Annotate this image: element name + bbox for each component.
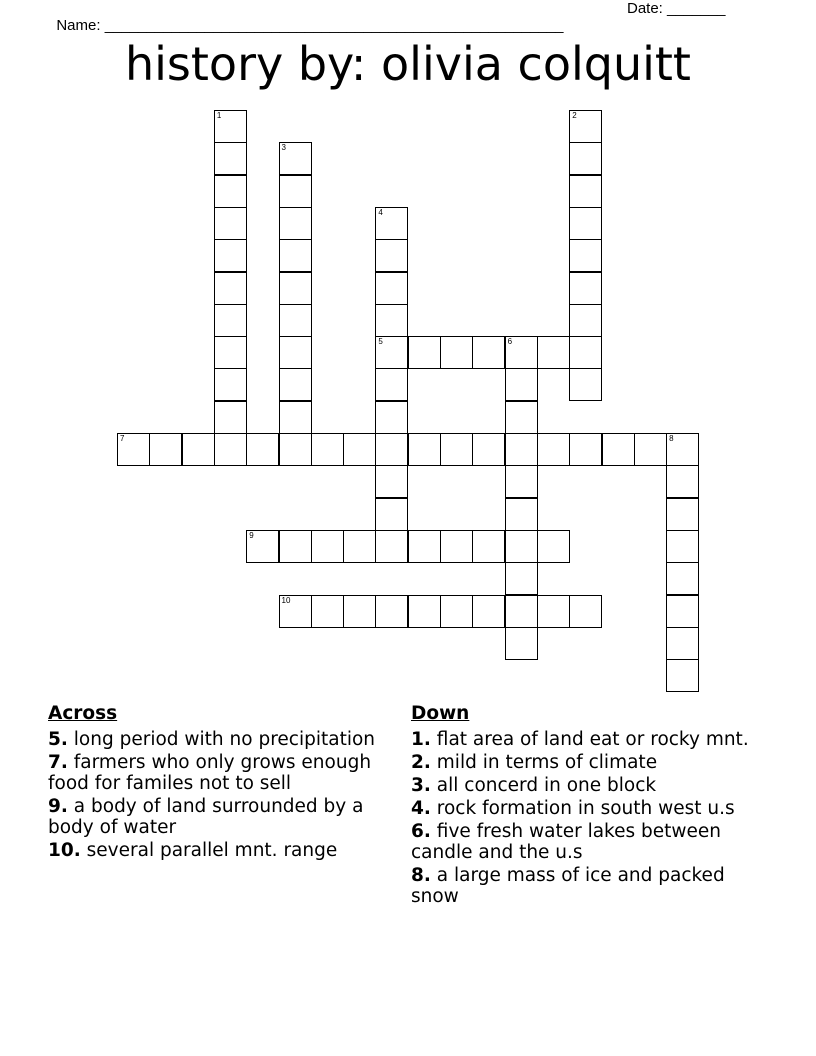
grid-cell[interactable]	[472, 530, 505, 563]
clue-text: flat area of land eat or rocky mnt.	[430, 729, 749, 750]
clue-number: 9	[249, 530, 254, 540]
grid-cell[interactable]	[505, 368, 538, 401]
clue-number: 3.	[411, 775, 431, 796]
down-clue	[411, 821, 756, 863]
grid-cell[interactable]	[375, 272, 408, 305]
grid-cell[interactable]	[569, 433, 602, 466]
down-clue	[411, 865, 756, 907]
grid-cell[interactable]	[214, 239, 247, 272]
grid-cell[interactable]	[472, 433, 505, 466]
grid-cell[interactable]	[375, 530, 408, 563]
name-field[interactable]: Name: _______________________________________________________	[56, 17, 564, 34]
grid-cell[interactable]	[375, 595, 408, 628]
clue-text: farmers who only grows enough food for familes not to sell	[48, 752, 372, 794]
grid-cell[interactable]	[149, 433, 182, 466]
grid-cell[interactable]	[311, 595, 344, 628]
grid-cell[interactable]	[279, 239, 312, 272]
date-field[interactable]: Date: _______	[627, 0, 726, 17]
grid-cell[interactable]	[375, 207, 408, 240]
grid-cell[interactable]	[505, 595, 538, 628]
clue-number: 4.	[411, 798, 431, 819]
grid-cell[interactable]	[666, 530, 699, 563]
clue-number: 2.	[411, 752, 431, 773]
down-clue	[411, 775, 756, 796]
grid-cell[interactable]	[666, 433, 699, 466]
grid-cell[interactable]	[408, 433, 441, 466]
grid-cell[interactable]	[537, 595, 570, 628]
grid-cell[interactable]	[375, 239, 408, 272]
clue-number: 1.	[411, 729, 431, 750]
clue-number: 6.	[411, 821, 431, 842]
clue-number: 1	[216, 111, 222, 120]
down-clue	[411, 752, 756, 773]
grid-cell[interactable]	[279, 272, 312, 305]
clue-number: 2	[572, 111, 577, 120]
grid-cell[interactable]	[440, 336, 473, 369]
grid-cell[interactable]	[375, 465, 408, 498]
grid-cell[interactable]	[569, 142, 602, 175]
down-clue	[411, 798, 756, 819]
grid-cell[interactable]	[214, 401, 247, 434]
grid-cell[interactable]	[666, 627, 699, 660]
grid-cell[interactable]	[214, 336, 247, 369]
grid-cell[interactable]	[569, 272, 602, 305]
grid-cell[interactable]	[214, 175, 247, 208]
clue-text: several parallel mnt. range	[80, 840, 338, 861]
clue-number: 9.	[48, 796, 68, 817]
grid-cell[interactable]	[279, 207, 312, 240]
grid-cell[interactable]	[375, 336, 408, 369]
grid-cell[interactable]	[343, 433, 376, 466]
clue-number: 7	[120, 434, 125, 443]
clue-text: all concerd in one block	[430, 775, 657, 796]
clue-number: 10	[281, 595, 291, 605]
grid-cell[interactable]	[440, 433, 473, 466]
clue-number: 8.	[411, 865, 431, 886]
clue-number: 6	[507, 337, 513, 347]
grid-cell[interactable]	[537, 336, 570, 369]
grid-cell[interactable]	[505, 627, 538, 660]
down-heading: Down	[411, 703, 470, 724]
grid-cell[interactable]	[279, 368, 312, 401]
grid-cell[interactable]	[505, 498, 538, 531]
across-heading: Across	[48, 703, 118, 724]
clue-number: 5.	[48, 729, 68, 750]
clue-number: 5	[378, 337, 383, 347]
grid-cell[interactable]	[214, 272, 247, 305]
grid-cell[interactable]	[279, 530, 312, 563]
grid-cell[interactable]	[408, 336, 441, 369]
clue-number: 8	[669, 434, 674, 443]
grid-cell[interactable]	[569, 336, 602, 369]
grid-cell[interactable]	[279, 401, 312, 434]
grid-cell[interactable]	[537, 530, 570, 563]
grid-cell[interactable]	[440, 595, 473, 628]
grid-cell[interactable]	[666, 595, 699, 628]
grid-cell[interactable]	[311, 433, 344, 466]
grid-cell[interactable]	[505, 530, 538, 563]
grid-cell[interactable]	[279, 304, 312, 337]
grid-cell[interactable]	[666, 562, 699, 595]
grid-cell[interactable]	[537, 433, 570, 466]
down-clue-list	[411, 729, 756, 907]
grid-cell[interactable]	[311, 530, 344, 563]
grid-cell[interactable]	[505, 433, 538, 466]
grid-cell[interactable]	[214, 433, 247, 466]
grid-cell[interactable]	[375, 433, 408, 466]
grid-cell[interactable]	[279, 336, 312, 369]
grid-cell[interactable]	[569, 239, 602, 272]
grid-cell[interactable]	[472, 595, 505, 628]
grid-cell[interactable]	[246, 530, 279, 563]
grid-cell[interactable]	[472, 336, 505, 369]
grid-cell[interactable]	[602, 433, 635, 466]
grid-cell[interactable]	[214, 368, 247, 401]
grid-cell[interactable]	[569, 175, 602, 208]
grid-cell[interactable]	[375, 304, 408, 337]
grid-cell[interactable]	[182, 433, 215, 466]
grid-cell[interactable]	[214, 142, 247, 175]
clue-text: mild in terms of climate	[430, 752, 658, 773]
grid-cell[interactable]	[214, 207, 247, 240]
clue-text: long period with no precipitation	[67, 729, 376, 750]
grid-cell[interactable]	[505, 336, 538, 369]
grid-cell[interactable]	[343, 530, 376, 563]
across-clue	[48, 840, 393, 861]
grid-cell[interactable]	[408, 530, 441, 563]
down-clue	[411, 729, 756, 750]
grid-cell[interactable]	[408, 595, 441, 628]
across-clue	[48, 796, 393, 838]
across-clues	[48, 702, 393, 863]
grid-cell[interactable]	[117, 433, 150, 466]
grid-cell[interactable]	[666, 498, 699, 531]
grid-cell[interactable]	[279, 175, 312, 208]
clue-text: a body of land surrounded by a body of water	[48, 796, 364, 838]
grid-cell[interactable]	[666, 659, 699, 692]
grid-cell[interactable]	[505, 401, 538, 434]
clue-number: 10.	[48, 840, 81, 861]
grid-cell[interactable]	[569, 304, 602, 337]
clue-number: 3	[281, 143, 286, 153]
grid-cell[interactable]	[634, 433, 667, 466]
clue-number: 4	[378, 207, 383, 217]
grid-cell[interactable]	[505, 562, 538, 595]
grid-cell[interactable]	[214, 304, 247, 337]
grid-cell[interactable]	[569, 207, 602, 240]
grid-cell[interactable]	[375, 498, 408, 531]
header	[48, 0, 748, 34]
grid-cell[interactable]	[569, 595, 602, 628]
grid-cell[interactable]	[343, 595, 376, 628]
grid-cell[interactable]	[505, 465, 538, 498]
grid-cell[interactable]	[279, 142, 312, 175]
grid-cell[interactable]	[279, 595, 312, 628]
grid-cell[interactable]	[375, 368, 408, 401]
grid-cell[interactable]	[569, 368, 602, 401]
grid-cell[interactable]	[246, 433, 279, 466]
grid-cell[interactable]	[569, 110, 602, 143]
page-title: history by: olivia colquitt	[125, 37, 691, 91]
grid-cell[interactable]	[666, 465, 699, 498]
grid-cell[interactable]	[279, 433, 312, 466]
grid-cell[interactable]	[214, 110, 247, 143]
grid-cell[interactable]	[375, 401, 408, 434]
clue-text: rock formation in south west u.s	[430, 798, 735, 819]
clue-text: five fresh water lakes between candle and the u.s	[411, 821, 722, 863]
across-clue	[48, 752, 393, 794]
across-clue-list	[48, 729, 393, 861]
clue-number: 7.	[48, 752, 68, 773]
clue-text: a large mass of ice and packed snow	[411, 865, 725, 907]
grid-cell[interactable]	[440, 530, 473, 563]
across-clue	[48, 729, 393, 750]
down-clues	[411, 702, 756, 909]
